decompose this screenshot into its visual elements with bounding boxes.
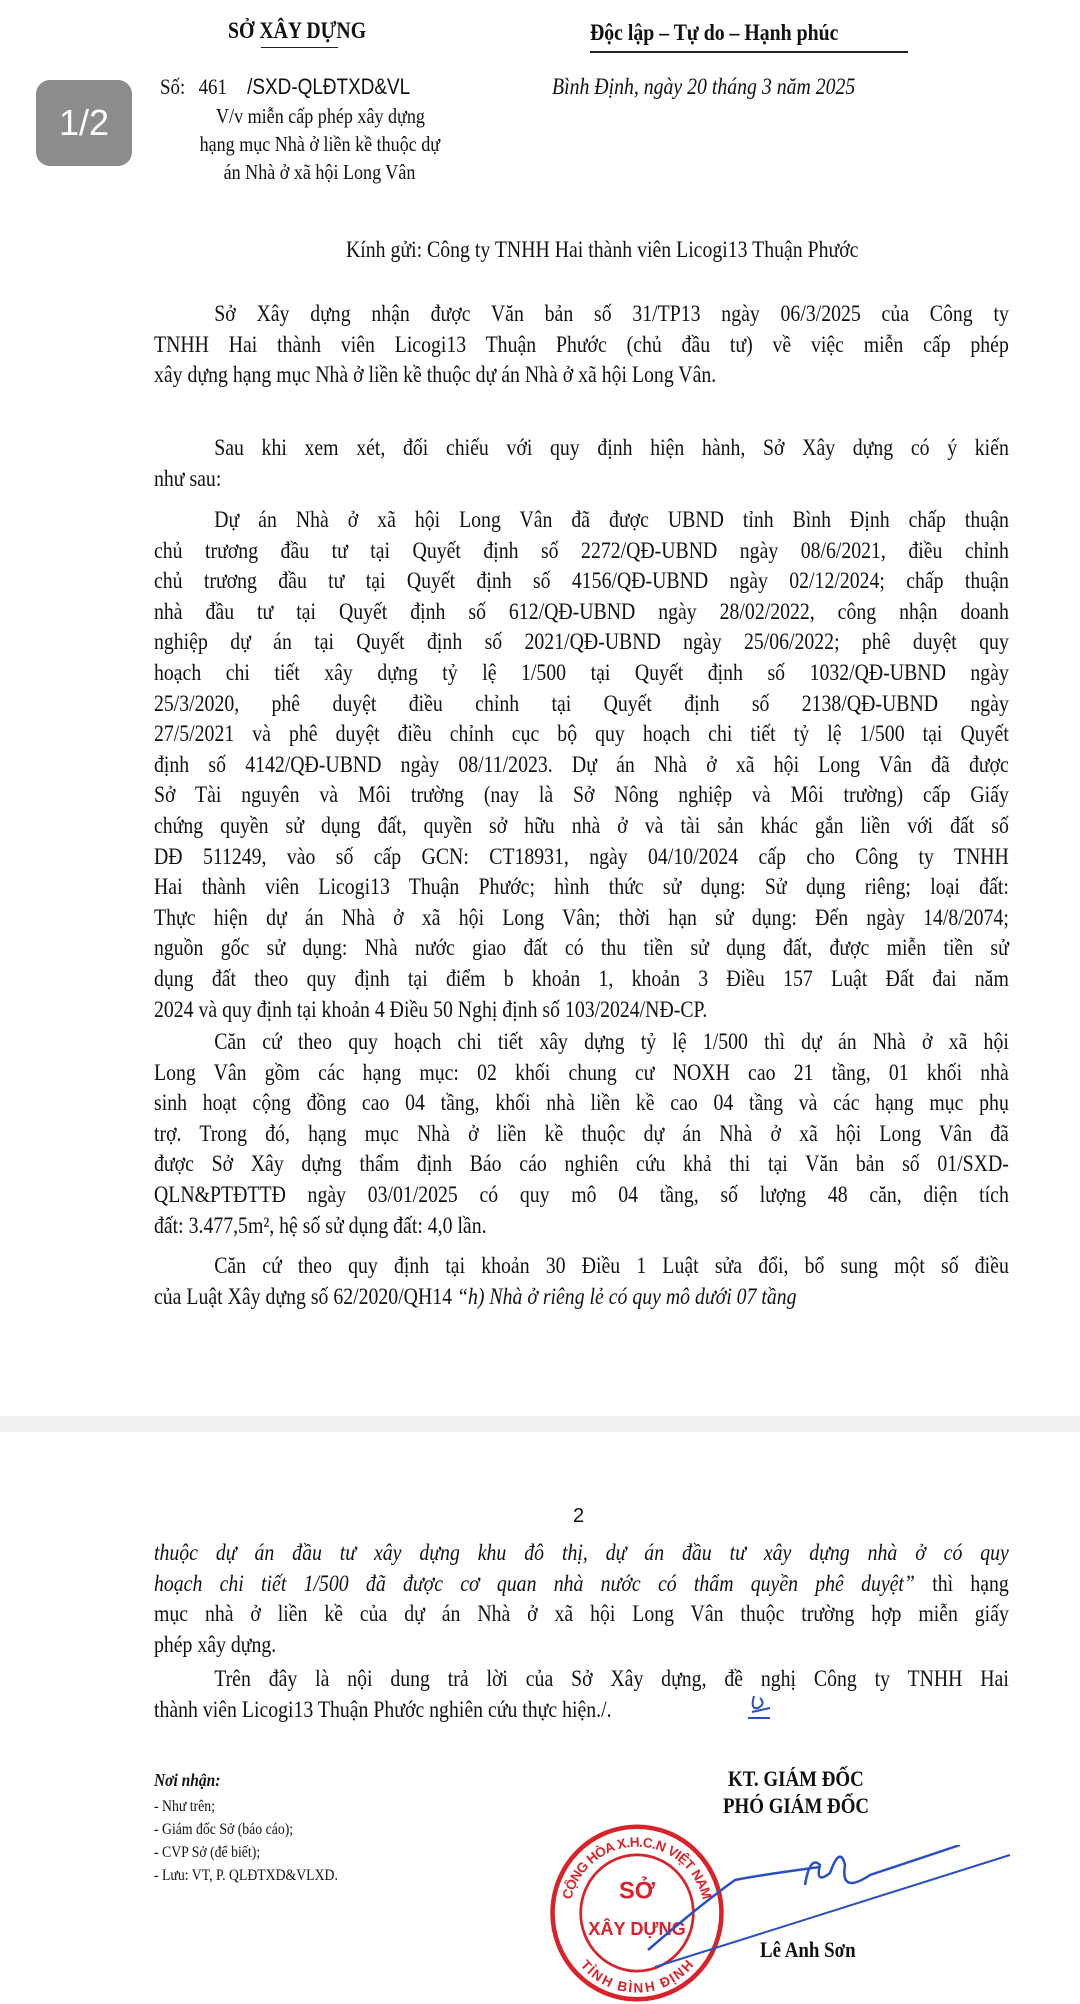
text-line: DĐ 511249, vào số cấp GCN: CT18931, ngày 04/10/2024 cấp cho Công ty TNHH <box>154 843 1009 869</box>
text-line: đất: 3.477,5m², hệ số sử dụng đất: 4,0 lần. <box>154 1212 487 1238</box>
recipient-item: - CVP Sở (để biết); <box>154 1844 261 1861</box>
stamp-center-2: XÂY DỰNG <box>588 1918 686 1939</box>
stamp-center-1: SỞ <box>619 1878 655 1905</box>
text-line: TNHH Hai thành viên Licogi13 Thuận Phước (chủ đầu tư) về việc miễn cấp phép <box>154 331 1009 357</box>
signer-name: Lê Anh Sơn <box>760 1937 856 1962</box>
text-line: QLN&PTĐTTĐ ngày 03/01/2025 có quy mô 04 tầng, số lượng 48 căn, diện tích <box>154 1181 1009 1207</box>
text-line: xây dựng hạng mục Nhà ở liền kề thuộc dự án Nhà ở xã hội Long Vân. <box>154 362 717 388</box>
text-segment: thì hạng <box>914 1570 1009 1596</box>
paragraph <box>154 1251 1009 1312</box>
sign-title-1: KT. GIÁM ĐỐC <box>728 1766 864 1791</box>
place-date: Bình Định, ngày 20 tháng 3 năm 2025 <box>552 74 856 99</box>
recipient-line: Kính gửi: Công ty TNHH Hai thành viên Licogi13 Thuận Phước <box>346 237 859 262</box>
recipients-title: Nơi nhận: <box>154 1770 221 1790</box>
paragraph <box>154 299 1009 391</box>
text-line: 2024 và quy định tại khoản 4 Điều 50 Nghị định số 103/2024/NĐ-CP. <box>154 996 708 1022</box>
stamp-outer-text: CỘNG HÒA X.H.C.N VIỆT NAM <box>559 1834 715 1901</box>
recipient-item: - Như trên; <box>154 1798 215 1815</box>
national-motto: Độc lập – Tự do – Hạnh phúc <box>590 20 839 45</box>
paragraph <box>154 433 1009 494</box>
recipient-item: - Lưu: VT, P. QLĐTXD&VLXD. <box>154 1867 338 1884</box>
paragraph <box>154 1538 1009 1660</box>
motto-underline <box>590 51 908 53</box>
agency-name: SỞ XÂY DỰNG <box>228 18 367 43</box>
text-line: nghiệp dự án tại Quyết định số 2021/QĐ-UBND ngày 25/06/2022; phê duyệt quy <box>154 629 1009 655</box>
text-line: Căn cứ theo quy hoạch chi tiết xây dựng tỷ lệ 1/500 thì dự án Nhà ở xã hội <box>214 1029 1009 1054</box>
text-segment: “h) Nhà ở riêng lẻ có quy mô dưới 07 tầng <box>456 1283 797 1309</box>
text-line: 25/3/2020, phê duyệt điều chỉnh tại Quyết định số 2138/QĐ-UBND ngày <box>154 690 1009 716</box>
text-segment: hoạch chi tiết 1/500 đã được cơ quan nhà nước có thẩm quyền phê duyệt” <box>154 1570 915 1596</box>
text-line: dụng đất theo quy định tại điểm b khoản 1, khoản 3 Điều 157 Luật Đất đai năm <box>154 965 1009 991</box>
stamp-bottom-text: TỈNH BÌNH ĐỊNH <box>577 1957 697 1996</box>
text-line: được Sở Xây dựng thẩm định Báo cáo nghiên cứu khả thi tại Văn bản số 01/SXD- <box>154 1151 1009 1177</box>
text-line: sinh hoạt cộng đồng cao 04 tầng, khối nhà liền kề cao 04 tầng và các hạng mục phụ <box>154 1090 1009 1116</box>
subject-line: V/v miễn cấp phép xây dựng <box>215 104 425 128</box>
text-line: chứng quyền sử dụng đất, quyền sở hữu nhà ở và tài sản khác gắn liền với đất số <box>154 812 1009 838</box>
paragraph <box>154 1027 1009 1241</box>
text-line: như sau: <box>154 465 222 491</box>
document-number <box>160 74 410 100</box>
text-line: Long Vân gồm các hạng mục: 02 khối chung cư NOXH cao 21 tầng, 01 khối nhà <box>154 1059 1009 1085</box>
text-line: hoạch chi tiết xây dựng tỷ lệ 1/500 tại Quyết định số 1032/QĐ-UBND ngày <box>154 659 1009 685</box>
number-label: Số: <box>160 74 186 99</box>
text-line: định số 4142/QĐ-UBND ngày 08/11/2023. Dự án Nhà ở xã hội Long Vân đã được <box>154 751 1009 777</box>
text-line: thành viên Licogi13 Thuận Phước nghiên cứu thực hiện./. <box>154 1696 612 1722</box>
subject-line: hạng mục Nhà ở liền kề thuộc dự <box>199 132 441 156</box>
text-line <box>154 1282 1009 1313</box>
text-line: Căn cứ theo quy định tại khoản 30 Điều 1 Luật sửa đổi, bổ sung một số điều <box>214 1253 1009 1278</box>
text-line: chủ trương đầu tư tại Quyết định số 4156/QĐ-UBND ngày 02/12/2024; chấp thuận <box>154 568 1009 594</box>
initials-mark <box>740 1690 780 1724</box>
text-line: Thực hiện dự án Nhà ở xã hội Long Vân; thời hạn sử dụng: Đến ngày 14/8/2074; <box>154 904 1009 930</box>
text-line: nguồn gốc sử dụng: Nhà nước giao đất có thu tiền sử dụng đất, được miễn tiền sử <box>154 935 1009 961</box>
page-number: 2 <box>573 1505 585 1527</box>
text-line: Trên đây là nội dung trả lời của Sở Xây dựng, đề nghị Công ty TNHH Hai <box>214 1666 1009 1691</box>
subject-line: án Nhà ở xã hội Long Vân <box>224 160 416 184</box>
page-separator <box>0 1416 1080 1432</box>
paragraph <box>154 1664 1009 1725</box>
text-segment: của Luật Xây dựng số 62/2020/QH14 <box>154 1283 457 1309</box>
text-line: 27/5/2021 và phê duyệt điều chỉnh cục bộ quy hoạch chi tiết tỷ lệ 1/500 tại Quyết <box>154 721 1009 747</box>
text-line <box>154 1569 1009 1600</box>
number-code: /SXD-QLĐTXD&VL <box>247 74 411 99</box>
text-line: phép xây dựng. <box>154 1631 277 1657</box>
text-line: Dự án Nhà ở xã hội Long Vân đã được UBND tỉnh Bình Định chấp thuận <box>214 507 1009 532</box>
page-indicator-badge: 1/2 <box>36 80 132 166</box>
text-line: nhà đầu tư tại Quyết định số 612/QĐ-UBND ngày 28/02/2022, công nhận doanh <box>154 598 1009 624</box>
paragraph <box>154 505 1009 1025</box>
text-line: Hai thành viên Licogi13 Thuận Phước; hình thức sử dụng: Sử dụng riêng; loại đất: <box>154 874 1009 900</box>
text-line: chủ trương đầu tư tại Quyết định số 2272/QĐ-UBND ngày 08/6/2021, điều chỉnh <box>154 537 1009 563</box>
agency-underline <box>261 47 338 48</box>
recipient-item: - Giám đốc Sở (báo cáo); <box>154 1821 294 1838</box>
text-line: Sở Xây dựng nhận được Văn bản số 31/TP13 ngày 06/3/2025 của Công ty <box>214 301 1009 326</box>
text-line: mục nhà ở liền kề của dự án Nhà ở xã hội Long Vân thuộc trường hợp miễn giấy <box>154 1601 1009 1627</box>
subject <box>160 102 480 186</box>
text-line: Sở Tài nguyên và Môi trường (nay là Sở Nông nghiệp và Môi trường) cấp Giấy <box>154 782 1009 808</box>
text-segment: thuộc dự án đầu tư xây dựng khu đô thị, dự án đầu tư xây dựng nhà ở có quy <box>154 1540 1009 1565</box>
number-value: 461 <box>198 74 227 99</box>
text-line: trợ. Trong đó, hạng mục Nhà ở liền kề thuộc dự án Nhà ở xã hội Long Vân đã <box>154 1120 1009 1146</box>
text-line <box>154 1538 1009 1569</box>
text-line: Sau khi xem xét, đối chiếu với quy định hiện hành, Sở Xây dựng có ý kiến <box>214 435 1009 460</box>
sign-title-2: PHÓ GIÁM ĐỐC <box>723 1793 870 1818</box>
